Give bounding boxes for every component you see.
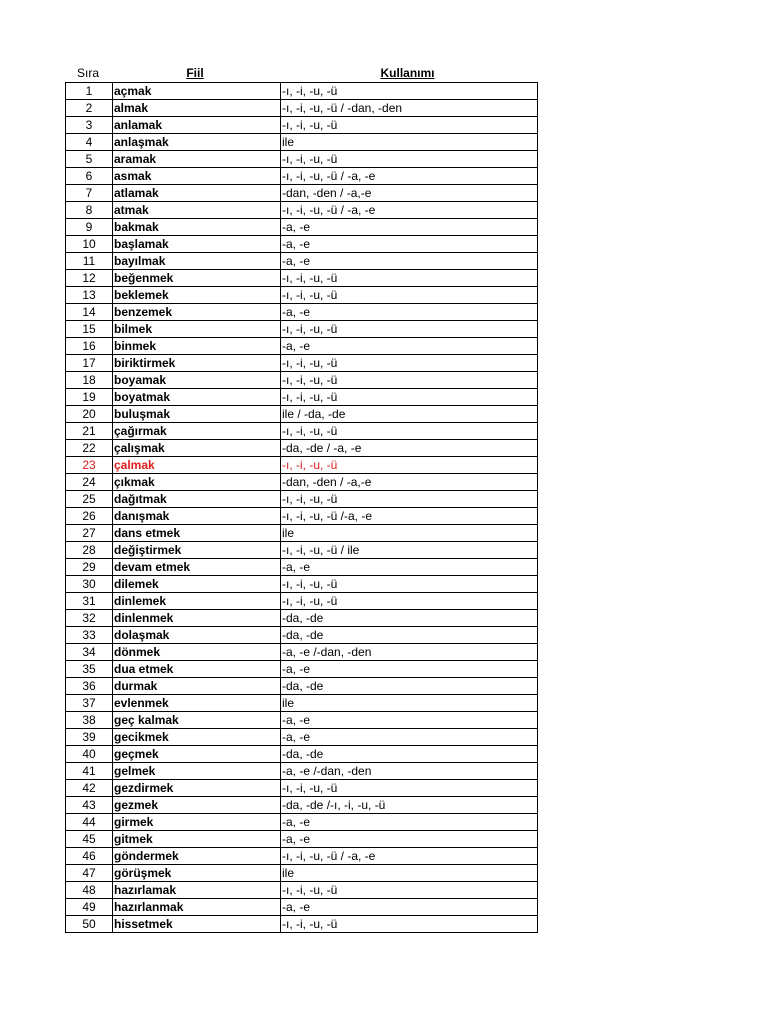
row-number-cell[interactable]: 11: [66, 253, 113, 270]
usage-cell[interactable]: -ı, -i, -u, -ü: [281, 355, 538, 372]
row-number-cell[interactable]: 2: [66, 100, 113, 117]
verb-cell[interactable]: bilmek: [113, 321, 281, 338]
verb-cell[interactable]: geçmek: [113, 746, 281, 763]
verb-cell[interactable]: çalmak: [113, 457, 281, 474]
table-row: [66, 916, 538, 933]
usage-cell[interactable]: -a, -e: [281, 899, 538, 916]
table-row: [66, 355, 538, 372]
table-row: [66, 559, 538, 576]
verb-cell[interactable]: atlamak: [113, 185, 281, 202]
usage-cell[interactable]: -a, -e: [281, 814, 538, 831]
verb-cell[interactable]: evlenmek: [113, 695, 281, 712]
verb-cell[interactable]: gecikmek: [113, 729, 281, 746]
table-row: [66, 525, 538, 542]
verb-cell[interactable]: danışmak: [113, 508, 281, 525]
usage-cell[interactable]: -a, -e: [281, 559, 538, 576]
table-row: [66, 168, 538, 185]
header-fiil[interactable]: Fiil: [186, 66, 204, 80]
verb-cell[interactable]: geç kalmak: [113, 712, 281, 729]
table-row: [66, 746, 538, 763]
table-row: [66, 508, 538, 525]
row-number-cell[interactable]: 20: [66, 406, 113, 423]
usage-cell[interactable]: -ı, -i, -u, -ü: [281, 117, 538, 134]
verb-cell[interactable]: asmak: [113, 168, 281, 185]
table-row: [66, 865, 538, 882]
row-number-cell[interactable]: 36: [66, 678, 113, 695]
table-row: [66, 134, 538, 151]
table-row: [66, 338, 538, 355]
row-number-cell[interactable]: 39: [66, 729, 113, 746]
row-number-cell[interactable]: 40: [66, 746, 113, 763]
row-number-cell[interactable]: 23: [66, 457, 113, 474]
header-kullanimi[interactable]: Kullanımı: [380, 66, 435, 80]
table-row: [66, 287, 538, 304]
row-number-cell[interactable]: 46: [66, 848, 113, 865]
usage-cell[interactable]: -ı, -i, -u, -ü: [281, 423, 538, 440]
verb-cell[interactable]: atmak: [113, 202, 281, 219]
table-row: [66, 321, 538, 338]
row-number-cell[interactable]: 22: [66, 440, 113, 457]
header-row: [65, 65, 536, 82]
usage-cell[interactable]: -a, -e: [281, 236, 538, 253]
table-row: [66, 100, 538, 117]
usage-cell[interactable]: -ı, -i, -u, -ü: [281, 372, 538, 389]
row-number-cell[interactable]: 1: [66, 83, 113, 100]
table-row: [66, 202, 538, 219]
usage-cell[interactable]: -a, -e: [281, 729, 538, 746]
row-number-cell[interactable]: 6: [66, 168, 113, 185]
table-row: [66, 593, 538, 610]
row-number-cell[interactable]: 14: [66, 304, 113, 321]
usage-cell[interactable]: -a, -e: [281, 219, 538, 236]
row-number-cell[interactable]: 13: [66, 287, 113, 304]
row-number-cell[interactable]: 16: [66, 338, 113, 355]
row-number-cell[interactable]: 29: [66, 559, 113, 576]
verb-cell[interactable]: hissetmek: [113, 916, 281, 933]
row-number-cell[interactable]: 48: [66, 882, 113, 899]
verb-cell[interactable]: dönmek: [113, 644, 281, 661]
usage-cell[interactable]: -ı, -i, -u, -ü: [281, 83, 538, 100]
usage-cell[interactable]: -da, -de /-ı, -i, -u, -ü: [281, 797, 538, 814]
table-row: [66, 457, 538, 474]
usage-cell[interactable]: -ı, -i, -u, -ü: [281, 916, 538, 933]
table-row: [66, 797, 538, 814]
row-number-cell[interactable]: 37: [66, 695, 113, 712]
usage-cell[interactable]: -a, -e: [281, 831, 538, 848]
usage-cell[interactable]: -a, -e: [281, 338, 538, 355]
row-number-cell[interactable]: 12: [66, 270, 113, 287]
row-number-cell[interactable]: 50: [66, 916, 113, 933]
usage-cell[interactable]: -da, -de / -a, -e: [281, 440, 538, 457]
table-row: [66, 151, 538, 168]
usage-cell[interactable]: -da, -de: [281, 678, 538, 695]
verb-cell[interactable]: açmak: [113, 83, 281, 100]
table-row: [66, 440, 538, 457]
verb-cell[interactable]: anlamak: [113, 117, 281, 134]
table-row: [66, 372, 538, 389]
verb-cell[interactable]: göndermek: [113, 848, 281, 865]
row-number-cell[interactable]: 21: [66, 423, 113, 440]
verb-cell[interactable]: gezdirmek: [113, 780, 281, 797]
verb-cell[interactable]: başlamak: [113, 236, 281, 253]
verb-cell[interactable]: benzemek: [113, 304, 281, 321]
verb-cell[interactable]: gelmek: [113, 763, 281, 780]
usage-cell[interactable]: -ı, -i, -u, -ü / -a, -e: [281, 168, 538, 185]
verb-cell[interactable]: görüşmek: [113, 865, 281, 882]
verb-cell[interactable]: dinlemek: [113, 593, 281, 610]
row-number-cell[interactable]: 10: [66, 236, 113, 253]
header-sira[interactable]: Sıra: [76, 66, 99, 80]
verb-cell[interactable]: dolaşmak: [113, 627, 281, 644]
usage-cell[interactable]: -da, -de: [281, 746, 538, 763]
verb-cell[interactable]: boyamak: [113, 372, 281, 389]
usage-cell[interactable]: -da, -de: [281, 627, 538, 644]
row-number-cell[interactable]: 7: [66, 185, 113, 202]
verb-cell[interactable]: gezmek: [113, 797, 281, 814]
table-row: [66, 712, 538, 729]
table-row: [66, 882, 538, 899]
row-number-cell[interactable]: 43: [66, 797, 113, 814]
row-number-cell[interactable]: 35: [66, 661, 113, 678]
table-row: [66, 848, 538, 865]
usage-cell[interactable]: -ı, -i, -u, -ü: [281, 457, 538, 474]
verb-cell[interactable]: beğenmek: [113, 270, 281, 287]
verb-cell[interactable]: bayılmak: [113, 253, 281, 270]
verb-cell[interactable]: aramak: [113, 151, 281, 168]
usage-cell[interactable]: -ı, -i, -u, -ü: [281, 287, 538, 304]
row-number-cell[interactable]: 18: [66, 372, 113, 389]
table-row: [66, 763, 538, 780]
verb-cell[interactable]: gitmek: [113, 831, 281, 848]
table-row: [66, 491, 538, 508]
usage-cell[interactable]: -dan, -den / -a,-e: [281, 185, 538, 202]
row-number-cell[interactable]: 8: [66, 202, 113, 219]
row-number-cell[interactable]: 19: [66, 389, 113, 406]
table-row: [66, 83, 538, 100]
row-number-cell[interactable]: 4: [66, 134, 113, 151]
table-row: [66, 270, 538, 287]
usage-cell[interactable]: ile: [281, 134, 538, 151]
row-number-cell[interactable]: 32: [66, 610, 113, 627]
table-row: [66, 678, 538, 695]
usage-cell[interactable]: -a, -e: [281, 253, 538, 270]
verb-cell[interactable]: beklemek: [113, 287, 281, 304]
verb-cell[interactable]: dans etmek: [113, 525, 281, 542]
table-row: [66, 389, 538, 406]
usage-cell[interactable]: -ı, -i, -u, -ü: [281, 491, 538, 508]
verb-cell[interactable]: çağırmak: [113, 423, 281, 440]
table-row: [66, 831, 538, 848]
verb-cell[interactable]: devam etmek: [113, 559, 281, 576]
usage-cell[interactable]: ile: [281, 865, 538, 882]
usage-cell[interactable]: -ı, -i, -u, -ü / -dan, -den: [281, 100, 538, 117]
row-number-cell[interactable]: 27: [66, 525, 113, 542]
verb-cell[interactable]: almak: [113, 100, 281, 117]
usage-cell[interactable]: -da, -de: [281, 610, 538, 627]
verb-cell[interactable]: bakmak: [113, 219, 281, 236]
verb-cell[interactable]: dağıtmak: [113, 491, 281, 508]
usage-cell[interactable]: -ı, -i, -u, -ü: [281, 270, 538, 287]
usage-cell[interactable]: -ı, -i, -u, -ü: [281, 389, 538, 406]
usage-cell[interactable]: ile / -da, -de: [281, 406, 538, 423]
table-row: [66, 780, 538, 797]
usage-cell[interactable]: -ı, -i, -u, -ü: [281, 882, 538, 899]
row-number-cell[interactable]: 47: [66, 865, 113, 882]
usage-cell[interactable]: ile: [281, 525, 538, 542]
usage-cell[interactable]: -a, -e: [281, 661, 538, 678]
verb-cell[interactable]: boyatmak: [113, 389, 281, 406]
usage-cell[interactable]: -ı, -i, -u, -ü / -a, -e: [281, 202, 538, 219]
table-row: [66, 219, 538, 236]
verb-cell[interactable]: buluşmak: [113, 406, 281, 423]
usage-cell[interactable]: -a, -e /-dan, -den: [281, 763, 538, 780]
usage-cell[interactable]: ile: [281, 695, 538, 712]
row-number-cell[interactable]: 44: [66, 814, 113, 831]
table-row: [66, 117, 538, 134]
row-number-cell[interactable]: 17: [66, 355, 113, 372]
verb-cell[interactable]: dilemek: [113, 576, 281, 593]
row-number-cell[interactable]: 45: [66, 831, 113, 848]
usage-cell[interactable]: -ı, -i, -u, -ü / -a, -e: [281, 848, 538, 865]
table-row: [66, 542, 538, 559]
verb-cell[interactable]: dua etmek: [113, 661, 281, 678]
verb-cell[interactable]: anlaşmak: [113, 134, 281, 151]
usage-cell[interactable]: -ı, -i, -u, -ü: [281, 593, 538, 610]
table-row: [66, 236, 538, 253]
row-number-cell[interactable]: 30: [66, 576, 113, 593]
table-row: [66, 899, 538, 916]
row-number-cell[interactable]: 28: [66, 542, 113, 559]
table-row: [66, 644, 538, 661]
usage-cell[interactable]: -ı, -i, -u, -ü: [281, 151, 538, 168]
verb-cell[interactable]: durmak: [113, 678, 281, 695]
table-row: [66, 423, 538, 440]
row-number-cell[interactable]: 41: [66, 763, 113, 780]
table-row: [66, 729, 538, 746]
row-number-cell[interactable]: 26: [66, 508, 113, 525]
usage-cell[interactable]: -ı, -i, -u, -ü: [281, 780, 538, 797]
row-number-cell[interactable]: 31: [66, 593, 113, 610]
usage-cell[interactable]: -ı, -i, -u, -ü /-a, -e: [281, 508, 538, 525]
table-row: [66, 695, 538, 712]
verb-cell[interactable]: girmek: [113, 814, 281, 831]
verb-cell[interactable]: değiştirmek: [113, 542, 281, 559]
usage-cell[interactable]: -dan, -den / -a,-e: [281, 474, 538, 491]
verb-cell[interactable]: çıkmak: [113, 474, 281, 491]
verb-table-body: [66, 83, 538, 933]
verb-cell[interactable]: biriktirmek: [113, 355, 281, 372]
verb-cell[interactable]: hazırlamak: [113, 882, 281, 899]
table-row: [66, 814, 538, 831]
table-row: [66, 627, 538, 644]
row-number-cell[interactable]: 5: [66, 151, 113, 168]
row-number-cell[interactable]: 24: [66, 474, 113, 491]
table-row: [66, 610, 538, 627]
row-number-cell[interactable]: 9: [66, 219, 113, 236]
row-number-cell[interactable]: 3: [66, 117, 113, 134]
usage-cell[interactable]: -a, -e: [281, 712, 538, 729]
usage-cell[interactable]: -ı, -i, -u, -ü: [281, 321, 538, 338]
row-number-cell[interactable]: 25: [66, 491, 113, 508]
table-row: [66, 304, 538, 321]
table-row: [66, 474, 538, 491]
table-row: [66, 661, 538, 678]
verb-table: [65, 82, 538, 933]
row-number-cell[interactable]: 15: [66, 321, 113, 338]
usage-cell[interactable]: -ı, -i, -u, -ü / ile: [281, 542, 538, 559]
verb-cell[interactable]: çalışmak: [113, 440, 281, 457]
table-row: [66, 253, 538, 270]
table-row: [66, 576, 538, 593]
verb-cell[interactable]: binmek: [113, 338, 281, 355]
verb-cell[interactable]: hazırlanmak: [113, 899, 281, 916]
usage-cell[interactable]: -ı, -i, -u, -ü: [281, 576, 538, 593]
table-row: [66, 406, 538, 423]
row-number-cell[interactable]: 33: [66, 627, 113, 644]
table-row: [66, 185, 538, 202]
row-number-cell[interactable]: 38: [66, 712, 113, 729]
row-number-cell[interactable]: 42: [66, 780, 113, 797]
verb-cell[interactable]: dinlenmek: [113, 610, 281, 627]
usage-cell[interactable]: -a, -e: [281, 304, 538, 321]
usage-cell[interactable]: -a, -e /-dan, -den: [281, 644, 538, 661]
row-number-cell[interactable]: 34: [66, 644, 113, 661]
verb-table-sheet: [65, 65, 536, 933]
row-number-cell[interactable]: 49: [66, 899, 113, 916]
